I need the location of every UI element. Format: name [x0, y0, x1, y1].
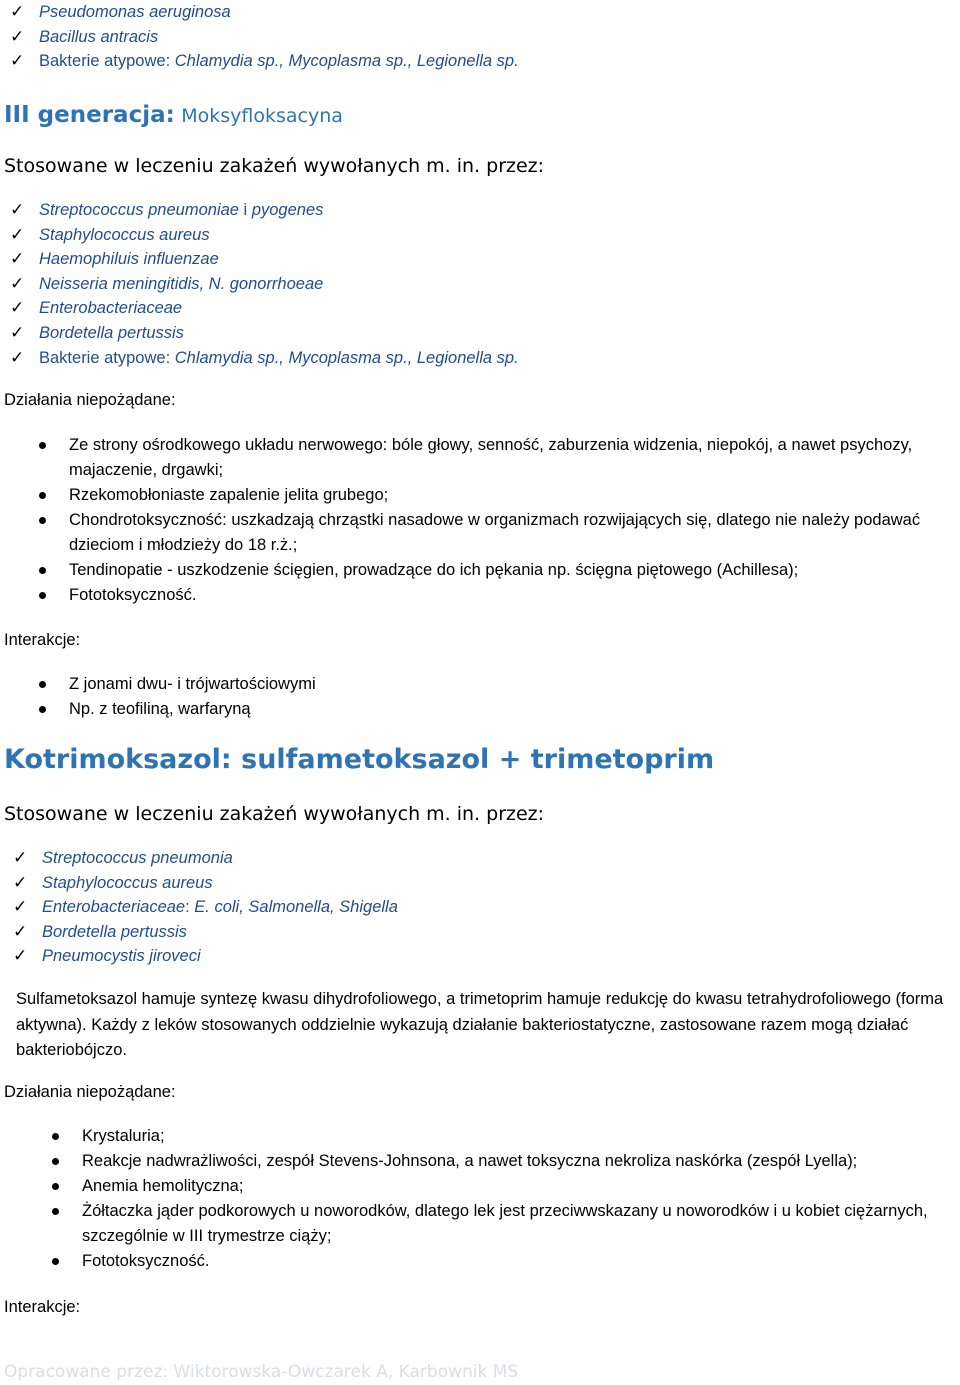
used-in-label: Stosowane w leczeniu zakażeń wywołanych m. in. przez:: [4, 155, 545, 177]
bullet-icon: [39, 442, 46, 449]
adverse-effects-label: Działania niepożądane:: [4, 1083, 176, 1101]
check-mark-icon: ✓: [10, 249, 25, 270]
check-mark-icon: ✓: [13, 897, 28, 918]
used-in-label: Stosowane w leczeniu zakażeń wywołanych m. in. przez:: [4, 803, 545, 825]
gen3-adverse-list: [4, 433, 960, 608]
generation-heading: [4, 100, 960, 130]
bullet-icon: [52, 1133, 59, 1140]
kotri-adverse-list: [4, 1124, 960, 1274]
footer-credits: Opracowane przez: Wiktorowska-Owczarek A, Karbownik MS: [4, 1362, 519, 1382]
list-item: ✓ Bordetella pertussis: [4, 920, 960, 945]
list-item: Anemia hemolityczna;: [4, 1174, 960, 1199]
gen3-check-list: [4, 198, 960, 370]
gen3-interactions-list: [4, 672, 960, 722]
generation-label: III generacja:: [4, 102, 175, 128]
kotri-description: Sulfametoksazol hamuje syntezę kwasu dihydrofoliowego, a trimetoprim hamuje redukcję do kwasu tetrahydrofoliowego (forma aktywna). Każdy z leków stosowanych oddzielnie wykazują działanie bakteriostatyczne, zastosowane razem mogą działać bakteriobójczo.: [16, 990, 944, 1059]
list-item: ✓ Pneumocystis jiroveci: [4, 944, 960, 969]
bullet-icon: [52, 1183, 59, 1190]
check-mark-icon: ✓: [10, 51, 25, 72]
list-item: Chondrotoksyczność: uszkadzają chrząstki nasadowe w organizmach rozwijających się, dlatego nie należy podawać dzieciom i młodzieży do 18 r.ż.;: [4, 508, 960, 558]
check-mark-icon: ✓: [13, 872, 28, 893]
bullet-icon: [52, 1258, 59, 1265]
check-mark-icon: ✓: [10, 200, 25, 220]
bullet-icon: [39, 706, 46, 713]
kotrimoksazol-heading: Kotrimoksazol: sulfametoksazol + trimetoprim: [4, 744, 715, 775]
list-item: Fototoksyczność.: [4, 583, 960, 608]
list-item: Rzekomobłoniaste zapalenie jelita grubego;: [4, 483, 960, 508]
interactions-label: Interakcje:: [4, 1298, 81, 1316]
list-item: Tendinopatie - uszkodzenie ścięgien, prowadzące do ich pękania np. ścięgna piętowego (Achillesa);: [4, 558, 960, 583]
list-item: Reakcje nadwrażliwości, zespół Stevens-Johnsona, a nawet toksyczna nekroliza naskórka (zespół Lyella);: [4, 1149, 960, 1174]
list-item: Ze strony ośrodkowego układu nerwowego: bóle głowy, senność, zaburzenia widzenia, niepokój, a nawet psychozy, majaczenie, drgawki;: [4, 433, 960, 483]
bullet-icon: [39, 592, 46, 599]
list-item: ✓ Haemophiluis influenzae: [4, 247, 960, 272]
list-item: ✓ Staphylococcus aureus: [4, 871, 960, 896]
check-mark-icon: ✓: [10, 298, 25, 319]
list-item: ✓ Enterobacteriaceae: E. coli, Salmonella, Shigella: [4, 895, 960, 920]
list-item: Krystaluria;: [4, 1124, 960, 1149]
list-item: Z jonami dwu- i trójwartościowymi: [4, 672, 960, 697]
generation-drug: Moksyfloksacyna: [181, 105, 343, 127]
interactions-label: Interakcje:: [4, 631, 81, 649]
list-item: ✓ Bordetella pertussis: [4, 321, 960, 346]
list-item: ✓ Pseudomonas aeruginosa: [4, 0, 960, 25]
list-item: ✓ Staphylococcus aureus: [4, 223, 960, 248]
bullet-icon: [39, 681, 46, 688]
check-mark-icon: ✓: [13, 848, 28, 868]
check-mark-icon: ✓: [13, 946, 28, 967]
list-item: Fototoksyczność.: [4, 1249, 960, 1274]
kotri-check-list: [4, 846, 960, 969]
list-item: ✓ Neisseria meningitidis, N. gonorrhoeae: [4, 272, 960, 297]
list-item: ✓ Streptococcus pneumoniae i pyogenes: [4, 198, 960, 223]
bullet-icon: [52, 1208, 59, 1215]
bullet-icon: [52, 1158, 59, 1165]
check-mark-icon: ✓: [13, 921, 28, 942]
list-item: ✓ Enterobacteriaceae: [4, 296, 960, 321]
list-item: ✓ Bakterie atypowe: Chlamydia sp., Mycoplasma sp., Legionella sp.: [4, 49, 960, 74]
list-item: Żółtaczka jąder podkorowych u noworodków, dlatego lek jest przeciwwskazany u noworodków i u kobiet ciężarnych, szczególnie w III trymestrze ciąży;: [4, 1199, 960, 1249]
check-mark-icon: ✓: [10, 322, 25, 343]
top-check-list: [4, 0, 960, 74]
list-item: ✓ Bacillus antracis: [4, 25, 960, 50]
check-mark-icon: ✓: [10, 224, 25, 245]
list-item: Np. z teofiliną, warfaryną: [4, 697, 960, 722]
check-mark-icon: ✓: [10, 273, 25, 294]
bullet-icon: [39, 567, 46, 574]
check-mark-icon: ✓: [10, 347, 25, 368]
bullet-icon: [39, 492, 46, 499]
check-mark-icon: ✓: [10, 2, 25, 22]
adverse-effects-label: Działania niepożądane:: [4, 391, 176, 409]
check-mark-icon: ✓: [10, 26, 25, 47]
list-item: ✓ Streptococcus pneumonia: [4, 846, 960, 871]
bullet-icon: [39, 517, 46, 524]
list-item: ✓ Bakterie atypowe: Chlamydia sp., Mycoplasma sp., Legionella sp.: [4, 346, 960, 371]
